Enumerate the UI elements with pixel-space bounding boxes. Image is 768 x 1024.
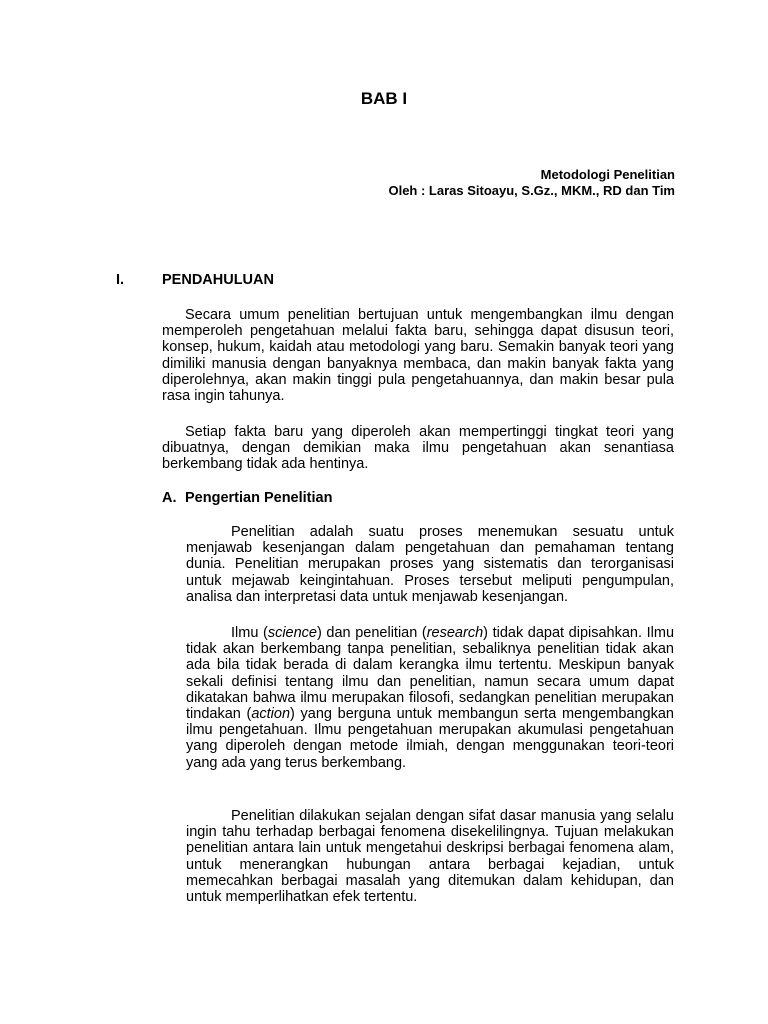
subsection-title: Pengertian Penelitian — [185, 490, 333, 506]
definition-paragraph: Penelitian adalah suatu proses menemukan sesuatu untuk menjawab kesenjangan dalam pengetahuan dan pemahaman tentang dunia. Penelitian merupakan proses yang sistematis dan terorganisasi untuk mejawab keingintahuan. Proses tersebut meliputi pengumpulan, analisa dan interpretasi data untuk menjawab kesenjangan. — [186, 524, 674, 605]
course-meta — [388, 167, 675, 199]
italic-term-research: research — [426, 625, 484, 641]
paragraph-text: ) tidak dapat dipisahkan. Ilmu tidak akan berkembang tanpa penelitian, sebaliknya penelitian tidak akan ada bila tidak berada di dalam kerangka ilmu tertentu. Meskipun banyak sekali definisi tentang ilmu dan penelitian, namun secara umum dapat dikatakan bahwa ilmu merupakan filosofi, sedangkan penelitian merupakan tindakan ( — [186, 625, 675, 723]
chapter-title: BAB I — [360, 89, 408, 108]
science-research-paragraph — [186, 625, 674, 771]
italic-term-science: science — [267, 625, 317, 641]
author-line: Oleh : Laras Sitoayu, S.Gz., MKM., RD dan Tim — [388, 183, 675, 198]
research-purpose-paragraph: Penelitian dilakukan sejalan dengan sifat dasar manusia yang selalu ingin tahu terhadap berbagai fenomena disekelilingnya. Tujuan melakukan penelitian antara lain untuk mengetahui deskripsi berbagai fenomena alam, untuk menerangkan hubungan antara berbagai kejadian, untuk memecahkan berbagai masalah yang ditemukan dalam kehidupan, dan untuk memperlihatkan efek tertentu. — [186, 808, 674, 906]
course-title: Metodologi Penelitian — [540, 167, 675, 182]
paragraph-text: ) dan penelitian ( — [317, 625, 427, 641]
section-heading: PENDAHULUAN — [162, 272, 274, 288]
intro-paragraph-2: Setiap fakta baru yang diperoleh akan mempertinggi tingkat teori yang dibuatnya, dengan demikian maka ilmu pengetahuan akan senantiasa berkembang tidak ada hentinya. — [162, 424, 674, 473]
intro-paragraph-1: Secara umum penelitian bertujuan untuk mengembangkan ilmu dengan memperoleh pengetahuan melalui fakta baru, sehingga dapat disusun teori, konsep, hukum, kaidah atau metodologi yang baru. Semakin banyak teori yang dimiliki manusia dengan banyaknya membaca, dan makin banyak fakta yang diperolehnya, akan makin tinggi pula pengetahuannya, dan makin besar pula rasa ingin tahunya. — [162, 307, 674, 405]
subsection-letter: A. — [162, 490, 177, 506]
paragraph-text: Ilmu ( — [231, 625, 268, 641]
italic-term-action: action — [251, 706, 291, 723]
section-number: I. — [116, 272, 125, 288]
paragraph-text: ) yang berguna untuk membangun serta mengembangkan ilmu pengetahuan. Ilmu pengetahuan merupakan akumulasi pengetahuan yang diperoleh dengan metode ilmiah, dengan menggunakan teori-teori yang ada yang terus berkembang. — [186, 706, 674, 771]
